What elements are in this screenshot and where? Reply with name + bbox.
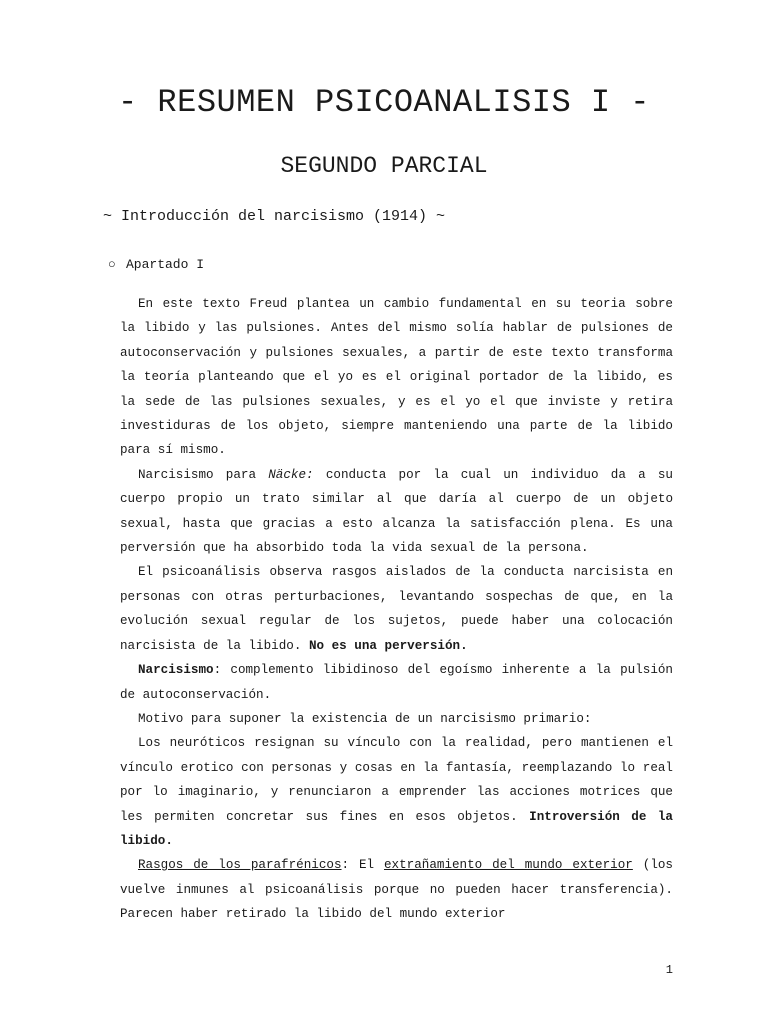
paragraph-2-text: Narcisismo para: [138, 467, 269, 482]
paragraph-2-italic-term: Näcke:: [268, 467, 314, 482]
section-heading: ~ Introducción del narcisismo (1914) ~: [103, 208, 446, 225]
paragraph-2: [120, 463, 673, 561]
paragraph-3: [120, 560, 673, 658]
bullet-icon: ○: [108, 257, 116, 272]
document-title: - RESUMEN PSICOANALISIS I -: [118, 84, 650, 121]
paragraph-3-bold-text: No es una perversión.: [308, 638, 468, 653]
paragraph-4-bold-term: Narcisismo: [138, 663, 214, 678]
paragraph-7-text-cont: (los vuelve inmunes al psicoanálisis porque no pueden hacer transferencia). Parecen haber retirado la libido del mundo exterior: [120, 858, 673, 922]
paragraph-1: En este texto Freud plantea un cambio fundamental en su teoria sobre la libido y las pulsiones. Antes del mismo solía hablar de pulsiones de autoconservación y pulsiones sexuales, a partir de este texto transforma la teoría planteando que el yo es el original portador de la libido, es la sede de las pulsiones sexuales, y es el yo el que inviste y retira investiduras de los objeto, siempre manteniendo una parte de la libido para sí mismo.: [120, 297, 673, 458]
page-number: 1: [665, 963, 673, 977]
paragraph-2-text-cont: conducta por la cual un individuo da a su cuerpo propio un trato similar al que daría al cuerpo de un objeto sexual, hasta que gracias a esto alcanza la satisfacción plena. Es una perversión que ha absorbido toda la vida sexual de la persona.: [120, 467, 673, 556]
paragraph-7-text: : El: [341, 858, 384, 873]
paragraph-5: Motivo para suponer la existencia de un narcisismo primario:: [138, 711, 592, 726]
document-subtitle: SEGUNDO PARCIAL: [280, 153, 488, 179]
subsection-heading-label: Apartado I: [126, 257, 205, 272]
paragraph-7-underlined-phrase: extrañamiento del mundo exterior: [383, 858, 633, 873]
paragraph-7-underlined-term: Rasgos de los parafrénicos: [138, 858, 342, 873]
paragraph-6-text: Los neuróticos resignan su vínculo con la realidad, pero mantienen el vínculo erotico con personas y cosas en la fantasía, reemplazando lo real por lo imaginario, y renunciaron a emprender las acciones motrices que les permiten concretar sus fines en esos objetos.: [120, 736, 673, 824]
paragraph-7: [120, 853, 673, 926]
body-text: [120, 292, 673, 927]
paragraph-3-text: El psicoanálisis observa rasgos aislados de la conducta narcisista en personas con otras perturbaciones, levantando sospechas de que, en la evolución sexual regular de los sujetos, puede haber una colocación narcisista de la libido.: [120, 565, 673, 653]
paragraph-4: [120, 658, 673, 707]
paragraph-4-text: : complemento libidinoso del egoísmo inherente a la pulsión de autoconservación.: [120, 663, 673, 702]
paragraph-6: [120, 731, 673, 853]
paragraph-6-bold-text: Introversión de la libido.: [120, 809, 673, 848]
subsection-heading: [108, 256, 204, 274]
